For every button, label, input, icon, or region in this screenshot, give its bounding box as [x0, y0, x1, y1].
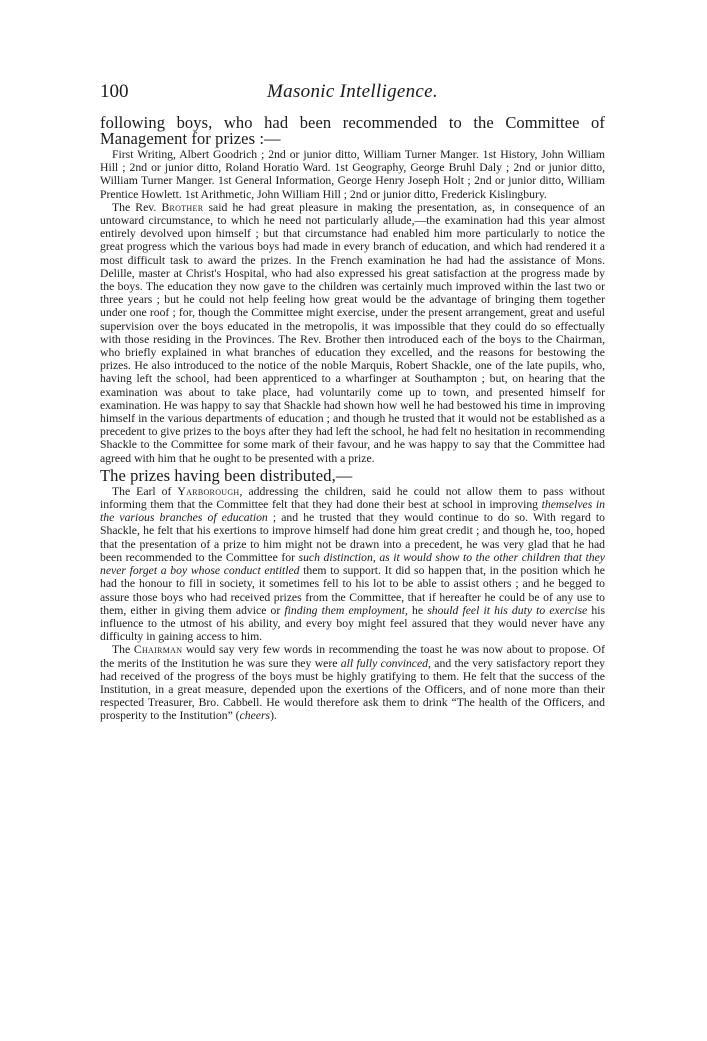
italic-phrase: finding them employment,	[284, 603, 408, 617]
speech-text: his influence to the utmost of his ability, and every boy might feel assured that they would never have any difficulty in gaining access to him.	[100, 603, 605, 644]
italic-phrase: cheers	[239, 709, 271, 723]
speech-text: said he had great pleasure in making the presentation, as, in consequence of an untoward circumstance, to which he need not particularly allude,—the examination had this year almost entirely devolved upon himself ; but that circumstance had enabled him more particularly to notice the great progress which the various boys had made in every branch of education, and which had rendered it a most difficult task to award the prizes. In the French examination he had had the assistance of Mons. Delille, master at Christ's Hospital, who had also expressed his great satisfaction at the progress made by the boys. The education they now gave to the children was certainly much improved within the last two or three years ; but he could not help feeling how great would be the advantage of bringing them together under one roof ; for, though the Committee might exercise, under the present arrangement, great and useful supervision over the boys educated in the metropolis, it was impossible that they could do so effectually with those residing in the Provinces. The Rev. Brother then introduced each of the boys to the Chairman, who briefly explained in what branches of education they excelled, and the reasons for bestowing the prizes. He also introduced to the notice of the noble Marquis, Robert Shackle, one of the late pupils, who, having left the school, had been apprenticed to a wharfinger at Southampton ; but, on hearing that the examination was about to take place, had voluntarily come up to town, and presented himself for examination. He was happy to say that Shackle had shown how well he had bestowed his time in improving himself in the various departments of education ; and though he trusted that it would not be established as a precedent to give prizes to the boys after they had left the school, he had felt no hesitation in recommending Shackle to the Committee for some mark of their favour, and he was happy to say that the Committee had agreed with him that he ought to be presented with a prize.	[100, 200, 605, 465]
speech-text: , addressing the children, said he could not allow them to pass without informing them that the Committee felt that they had done their best at school in improving	[100, 484, 605, 512]
italic-phrase: should feel it his duty to exercise	[427, 603, 588, 617]
page-header	[100, 80, 605, 104]
speaker-name: Brother	[161, 200, 204, 214]
speech-text: would say very few words in recommending the toast he was now about to propose. Of the merits of the Institution he was sure they were	[100, 643, 605, 670]
speech-text: ).	[270, 709, 277, 723]
article-body	[100, 115, 605, 723]
speech-text: them to support. It did so happen that, in the position which he had the honour to fill in society, it sometimes fell to his lot to be able to assist others ; and he begged to assure those boys who had received prizes from the Committee, that if hereafter he could be of any use to them, either in giving them advice or	[100, 564, 605, 617]
speech-intro-text: The	[112, 643, 134, 657]
italic-phrase: all fully convinced,	[340, 656, 431, 670]
lead-paragraph-distributed: The prizes having been distributed,—	[100, 465, 353, 485]
speech-text: ; and he trusted that they would continue to do so. With regard to Shackle, he felt that his exertions to improve himself had done him great credit ; and though he, too, hoped that the presentation of a prize to him might not be drawn into a precedent, he was very glad that he had been recommended to the Committee for	[100, 511, 605, 564]
running-title: Masonic Intelligence.	[267, 81, 438, 102]
page-number: 100	[100, 81, 129, 102]
speech-intro-text: The Earl of	[112, 484, 178, 498]
speaker-name: Yarborough	[177, 484, 240, 498]
chairman-toast-paragraph	[100, 643, 605, 722]
prize-list-paragraph: First Writing, Albert Goodrich ; 2nd or junior ditto, William Turner Manger. 1st History, John William Hill ; 2nd or junior ditto, Roland Horatio Ward. 1st Geography, George Bruhl Daly ; 2nd or junior ditto, William Turner Manger. 1st General Information, George Henry Joseph Holt ; 2nd or junior ditto, William Prentice Howlett. 1st Arithmetic, John William Hill ; 2nd or junior ditto, Frederick Kislingbury.	[100, 148, 605, 201]
lead-paragraph-prizes: following boys, who had been recommended to the Committee of Management for prizes :—	[100, 113, 605, 148]
speaker-name: Chairman	[133, 643, 183, 657]
speech-text: he	[407, 603, 428, 617]
italic-phrase: such distinction, as it would show to the other children that they never forget a boy whose conduct entitled	[100, 550, 605, 578]
speech-text: and the very satisfactory report they had received of the progress of the boys must be highly gratifying to them. He felt that the success of the Institution, in a great measure, depended upon the exertions of the Officers, and of none more than their respected Treasurer, Bro. Cabbell. He would therefore ask them to drink “The health of the Officers, and prosperity to the Institution” (	[100, 656, 605, 723]
speech-intro-text: The Rev.	[112, 200, 162, 214]
earl-speech-paragraph	[100, 485, 605, 643]
italic-phrase: themselves in the various branches of education	[100, 498, 605, 525]
rev-brother-speech-paragraph	[100, 201, 605, 465]
